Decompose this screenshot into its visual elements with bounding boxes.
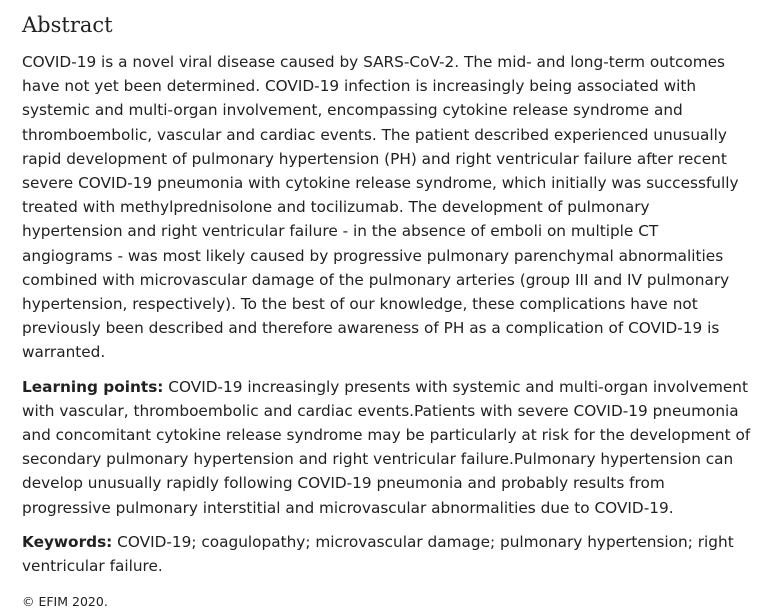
keywords-text: COVID-19; coagulopathy; microvascular damage; pulmonary hypertension; right ventricular failure. <box>22 532 734 576</box>
learning-points-label: Learning points: <box>22 377 164 396</box>
abstract-body: COVID-19 is a novel viral disease caused by SARS-CoV-2. The mid- and long-term outcomes have not yet been determined. COVID-19 infection is increasingly being associated with systemic and multi-organ involvement, encompassing cytokine release syndrome and thromboembolic, vascular and cardiac events. The patient described experienced unusually rapid development of pulmonary hypertension (PH) and right ventricular failure after recent severe COVID-19 pneumonia with cytokine release syndrome, which initially was successfully treated with methylprednisolone and tocilizumab. The development of pulmonary hypertension and right ventricular failure - in the absence of emboli on multiple CT angiograms - was most likely caused by progressive pulmonary parenchymal abnormalities combined with microvascular damage of the pulmonary arteries (group III and IV pulmonary hypertension, respectively). To the best of our knowledge, these complications have not previously been described and therefore awareness of PH as a complication of COVID-19 is warranted. <box>22 53 739 362</box>
keywords <box>22 530 752 578</box>
abstract-section <box>22 10 752 612</box>
learning-points <box>22 375 752 520</box>
learning-points-text: COVID-19 increasingly presents with systemic and multi-organ involvement with vascular, thromboembolic and cardiac events.Patients with severe COVID-19 pneumonia and concomitant cytokine release syndrome may be particularly at risk for the development of secondary pulmonary hypertension and right ventricular failure.Pulmonary hypertension can develop unusually rapidly following COVID-19 pneumonia and probably results from progressive pulmonary interstitial and microvascular abnormalities due to COVID-19. <box>22 377 751 517</box>
copyright-notice: © EFIM 2020. <box>22 594 108 610</box>
abstract-heading: Abstract <box>22 13 113 37</box>
keywords-label: Keywords: <box>22 532 113 551</box>
